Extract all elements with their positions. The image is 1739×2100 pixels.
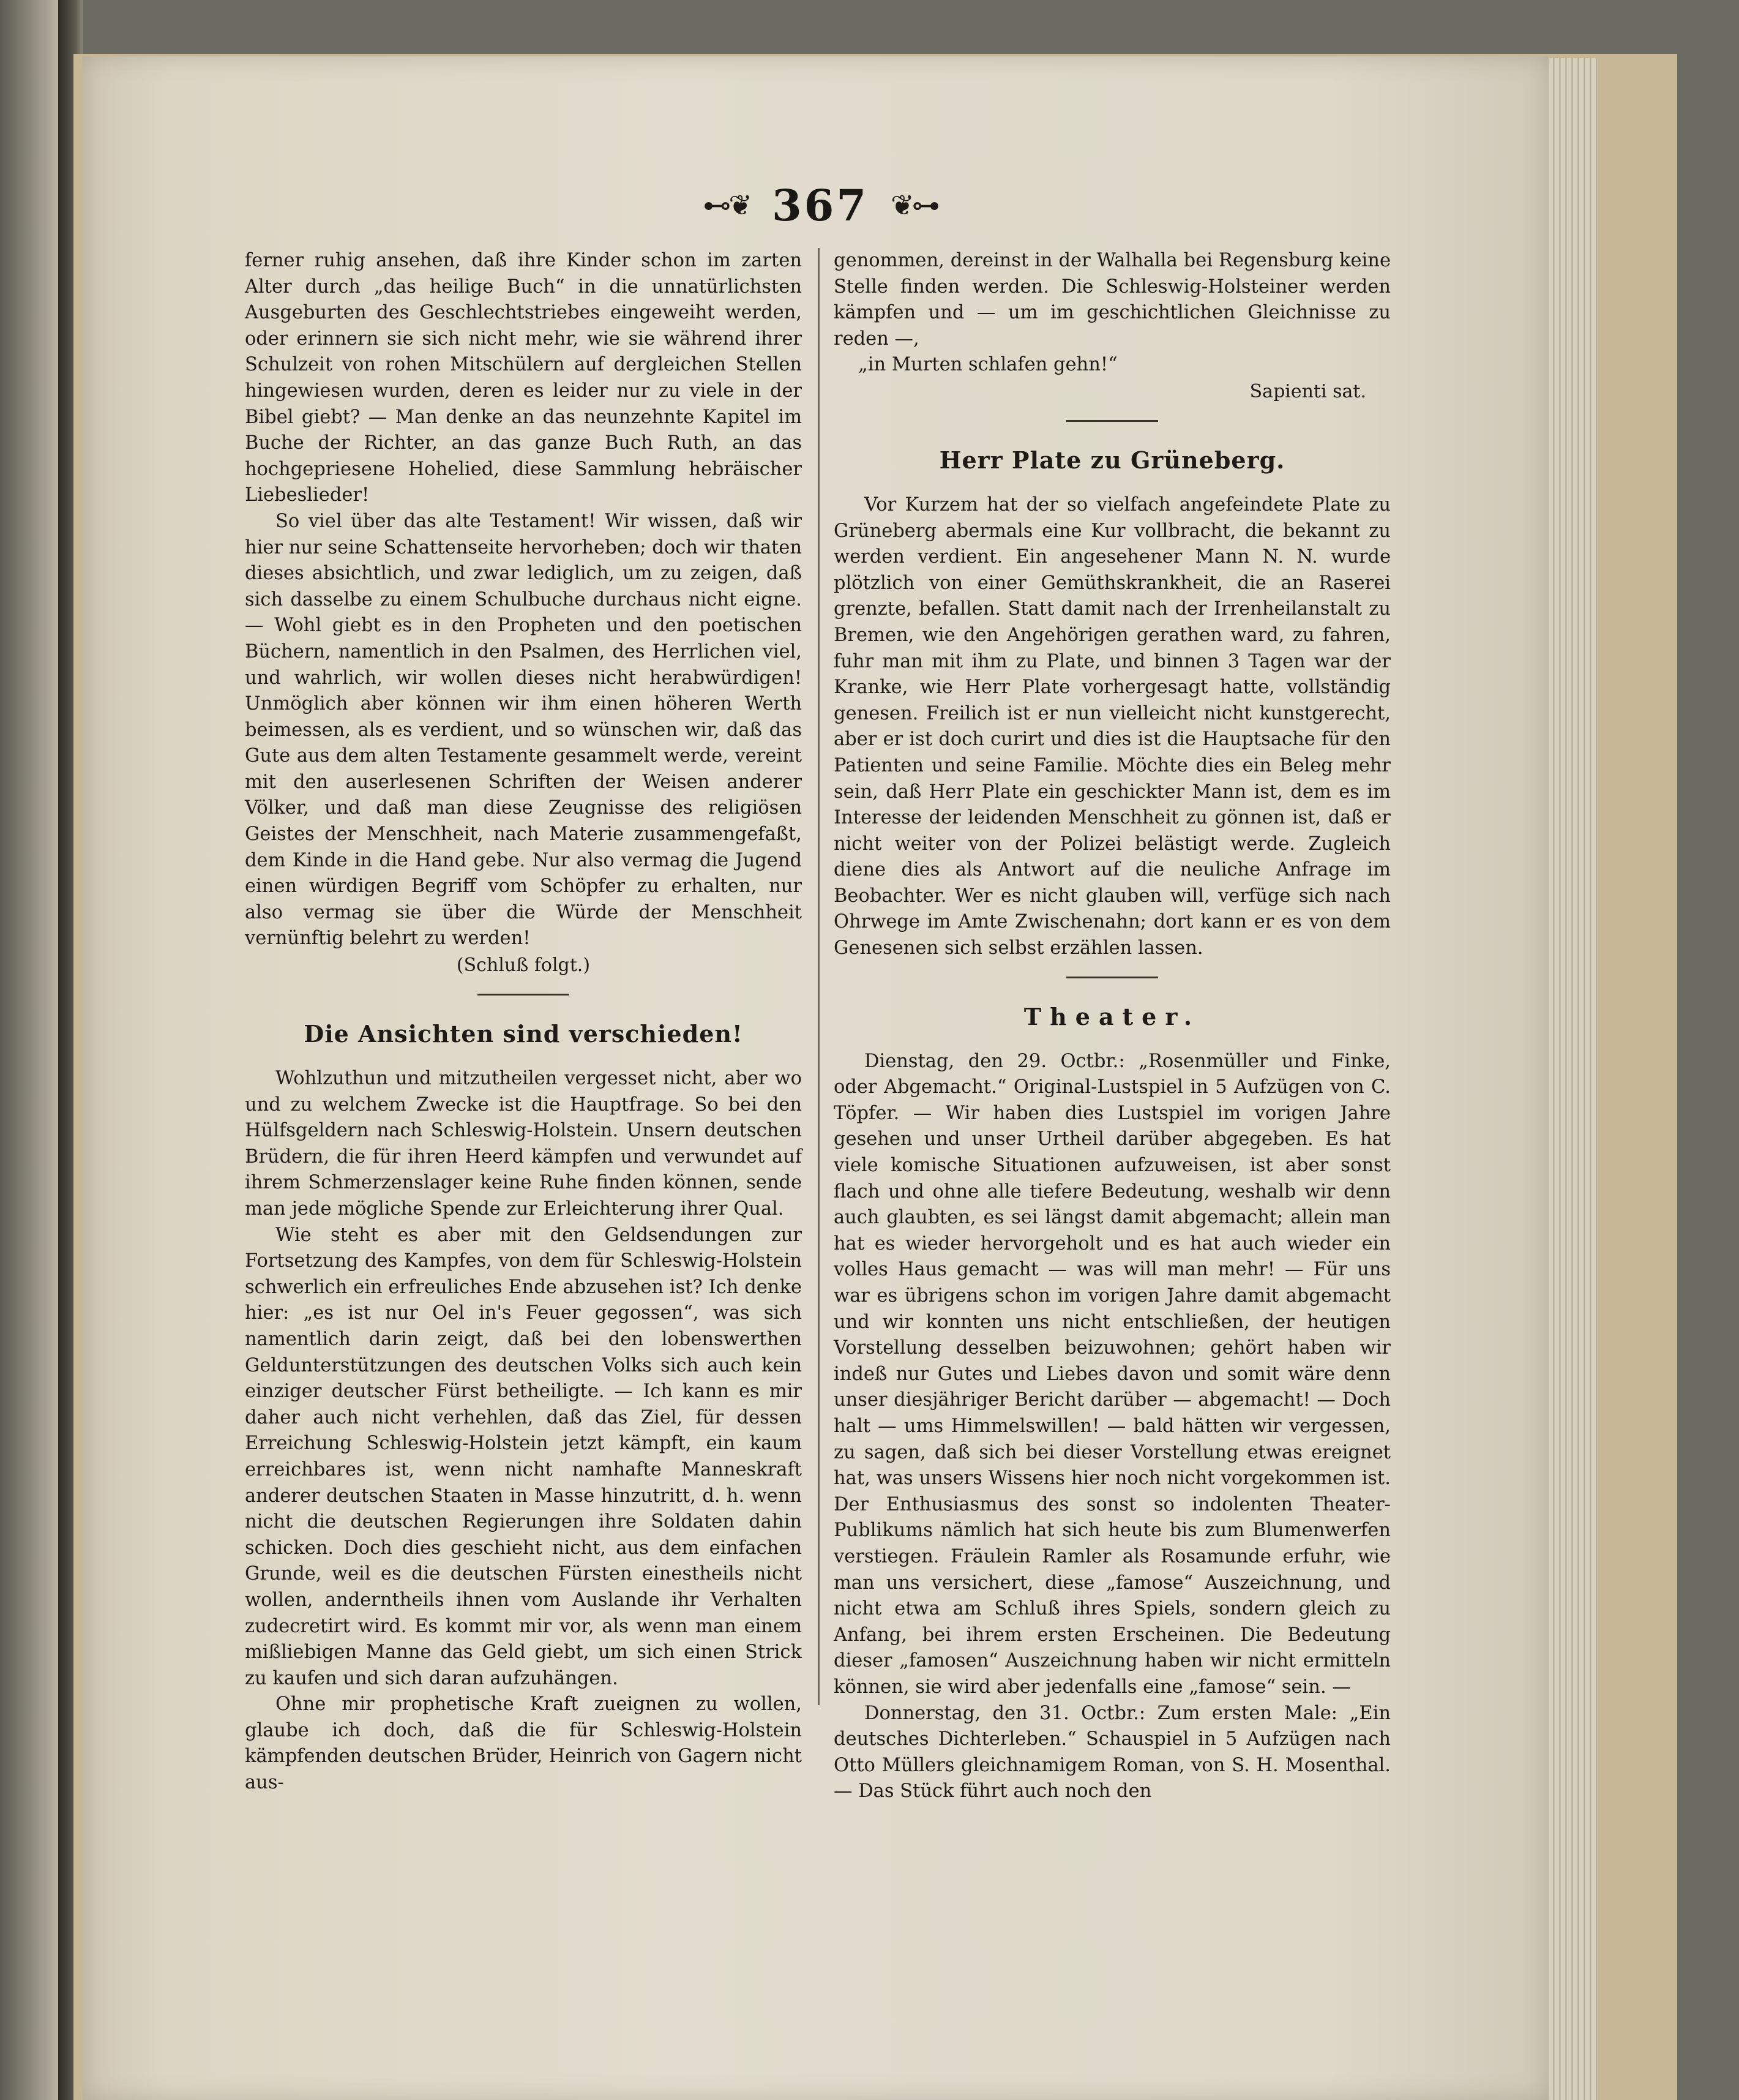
paragraph: genommen, dereinst in der Walhalla bei Regensburg keine Stelle finden werden. Die Schleswig-Holsteiner werden kämpfen und — um im geschichtlichen Gleichnisse zu reden —, [834,250,1391,350]
right-column [834,248,1391,1805]
paragraph: Wie steht es aber mit den Geldsendungen zur Fortsetzung des Kampfes, von dem für Schleswig-Holstein schwerlich ein erfreuliches Ende abzusehen ist? Ich denke hier: „es ist nur Oel in's Feuer gegossen“, was sich namentlich darin zeigt, daß bei den lobenswerthen Geldunterstützungen des deutschen Volks sich auch kein einziger deutscher Fürst betheiligte. — Ich kann es mir daher auch nicht verhehlen, daß das Ziel, für dessen Erreichung Schleswig-Holstein jetzt kämpft, ein kaum erreichbares ist, wenn nicht namhafte Manneskraft anderer deutschen Staaten in Masse hinzutritt, d. h. wenn nicht die deutschen Regierungen ihre Soldaten dahin schicken. Doch dies geschieht nicht, aus dem einfachen Grunde, weil es die deutschen Fürsten einestheils nicht wollen, anderntheils ihnen vom Auslande ihr Verhalten zudecretirt wird. Es kommt mir vor, als wenn man einem mißliebigen Manne das Geld giebt, um sich einen Strick zu kaufen und sich daran aufzuhängen. [245,1224,802,1689]
page-stack-edges [1549,58,1598,2100]
paragraph: Dienstag, den 29. Octbr.: „Rosenmüller und Finke, oder Abgemacht.“ Original-Lustspiel in 5 Aufzügen von C. Töpfer. — Wir haben dies Lustspiel im vorigen Jahre gesehen und unser Urtheil darüber abgegeben. Es hat viele komische Situationen aufzuweisen, ist aber sonst flach und ohne alle tiefere Bedeutung, weshalb wir denn auch glaubten, es sei längst damit abgemacht; allein man hat es wieder hervorgeholt und es hat auch wieder ein volles Haus gemacht — was will man mehr! — Für uns war es übrigens schon im vorigen Jahre damit abgemacht und wir konnten uns nicht entschließen, der heutigen Vorstellung desselben beizuwohnen; gehört haben wir indeß nur Gutes und Liebes davon und somit wäre denn unser diesjähriger Bericht darüber — abgemacht! — Doch halt — ums Himmelswillen! — bald hätten wir vergessen, zu sagen, daß sich bei dieser Vorstellung etwas ereignet hat, was unsers Wissens hier noch nicht vorgekommen ist. Der Enthusiasmus des sonst so indolenten Theater-Publikums nämlich hat sich heute bis zum Blumenwerfen verstiegen. Fräulein Ramler als Rosamunde erfuhr, wie man uns versichert, diese „famose“ Auszeichnung, und nicht etwa am Schluß ihres Spiels, sondern gleich zu Anfang, bei ihrem ersten Erscheinen. Die Bedeutung dieser „famosen“ Auszeichnung haben wir nicht ermitteln können, sie wird aber jedenfalls eine „famose“ sein. — [834,1050,1391,1698]
continued-note: (Schluß folgt.) [456,954,591,977]
paragraph: Ohne mir prophetische Kraft zueignen zu wollen, glaube ich doch, daß die für Schleswig-Holstein kämpfenden deutschen Brüder, Heinrich von Gagern nicht aus- [245,1693,802,1794]
left-column [245,248,802,1796]
column-divider [818,248,820,1705]
section-heading: Herr Plate zu Grüneberg. [939,446,1285,474]
paragraph: So viel über das alte Testament! Wir wissen, daß wir hier nur seine Schattenseite hervorheben; doch wir thaten dieses absichtlich, und zwar lediglich, um zu zeigen, daß sich dasselbe zu einem Schulbuche durchaus nicht eigne. — Wohl giebt es in den Propheten und den poetischen Büchern, namentlich in den Psalmen, des Herrlichen viel, und wahrlich, wir wollen dieses nicht herabwürdigen! Unmöglich aber können wir ihm einen höheren Werth beimessen, als es verdient, und so wünschen wir, daß das Gute aus dem alten Testamente gesammelt werde, vereint mit den auserlesenen Schriften der Weisen anderer Völker, und daß man diese Zeugnisse des religiösen Geistes der Menschheit, nach Materie zusammengefaßt, dem Kinde in die Hand gebe. Nur also vermag die Jugend einen würdigen Begriff vom Schöpfer zu erhalten, nur also vermag sie über die Würde der Menschheit vernünftig belehrt zu werden! [245,510,802,950]
page-number: 367 [771,179,869,231]
ornament-left-icon: ⊷❦ [703,189,750,222]
section-rule [477,994,569,996]
page-header [661,178,979,233]
paragraph: Donnerstag, den 31. Octbr.: Zum ersten Male: „Ein deutsches Dichterleben.“ Schauspiel in 5 Aufzügen nach Otto Müllers gleichnamigem Roman, von S. H. Mosenthal. — Das Stück führt auch noch den [834,1702,1391,1802]
paragraph: Vor Kurzem hat der so vielfach angefeindete Plate zu Grüneberg abermals eine Kur vollbracht, die bekannt zu werden verdient. Ein angesehener Mann N. N. wurde plötzlich von einer Gemüthskrankheit, die an Raserei grenzte, befallen. Statt damit nach der Irrenheilanstalt zu Bremen, wie den Angehörigen gerathen ward, zu fahren, fuhr man mit ihm zu Plate, und binnen 3 Tagen war der Kranke, wie Herr Plate vorhergesagt hatte, vollständig genesen. Freilich ist er nun vielleicht nicht kunstgerecht, aber er ist doch curirt und dies ist die Hauptsache für den Patienten und seine Familie. Möchte dies ein Beleg mehr sein, daß Herr Plate ein geschickter Mann ist, dem es im Interesse der leidenden Menschheit zu gönnen ist, daß er nicht weiter von der Polizei belästigt werde. Zugleich diene dies als Antwort auf die neuliche Anfrage im Beobachter. Wer es nicht glauben will, verfüge sich nach Ohrwege im Amte Zwischenahn; dort kann er es von dem Genesenen sich selbst erzählen lassen. [834,493,1391,959]
paragraph: ferner ruhig ansehen, daß ihre Kinder schon im zarten Alter durch „das heilige Buch“ in die unnatürlichsten Ausgeburten des Geschlechtstriebes eingeweiht werden, oder erinnern sie sich nicht mehr, wie sie während ihrer Schulzeit von rohen Mitschülern auf dergleichen Stellen hingewiesen wurden, deren es leider nur zu viele in der Bibel giebt? — Man denke an das neunzehnte Kapitel im Buche der Richter, an das ganze Buch Ruth, an das hochgepriesene Hohelied, diese Sammlung hebräischer Liebeslieder! [245,250,802,506]
ornament-right-icon: ❦⊶ [891,189,938,222]
section-rule [1066,420,1158,422]
facing-page-edge [0,0,58,2100]
section-heading: Theater. [1023,1002,1201,1030]
paragraph: Wohlzuthun und mitzutheilen vergesset nicht, aber wo und zu welchem Zwecke ist die Hauptfrage. So bei den Hülfsgeldern nach Schleswig-Holstein. Unsern deutschen Brüdern, die für ihren Heerd kämpfen und verwundet auf ihrem Schmerzenslager keine Ruhe finden können, sende man jede mögliche Spende zur Erleichterung ihrer Qual. [245,1068,802,1220]
signature: Sapienti sat. [1249,380,1366,402]
section-heading: Die Ansichten sind verschieden! [304,1020,743,1048]
section-rule [1066,977,1158,978]
quote-line: „in Murten schlafen gehn!“ [858,354,1118,376]
